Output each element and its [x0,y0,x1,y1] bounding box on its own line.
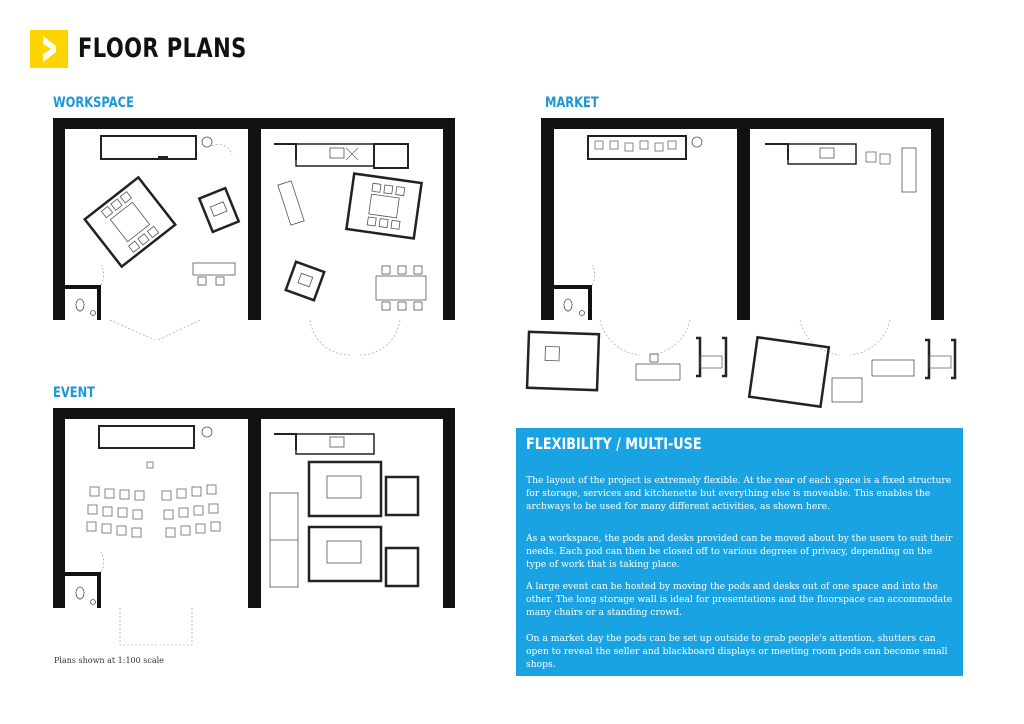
info-paragraph: On a market day the pods can be set up outside to grab people's attention, shutters can open to reveal the seller and blackboard displays or meeting room pods can become small shops. [526,633,948,670]
info-paragraph: The layout of the project is extremely flexible. At the rear of each space is a fixed structure for storage, services and kitchenette but everything else is moveable. This enables the archways to be used for many different activities, as shown here. [526,475,952,512]
event-plan [53,408,455,645]
info-paragraph: A large event can be hosted by moving the pods and desks out of one space and into the other. The long storage wall is ideal for presentations and the floorspace can accommodate many chairs or a standing crowd. [526,581,953,618]
info-paragraph: As a workspace, the pods and desks provided can be moved about by the users to suit their needs. Each pod can then be closed off to various degrees of privacy, depending on the type of work that is taking place. [526,533,953,570]
section-title-market: MARKET [545,95,599,111]
section-title-workspace: WORKSPACE [53,95,134,111]
market-plan [527,118,955,407]
scale-note: Plans shown at 1:100 scale [54,656,164,665]
page-title: FLOOR PLANS [78,33,247,64]
workspace-plan [53,118,455,355]
info-title: FLEXIBILITY / MULTI-USE [526,434,702,453]
section-title-event: EVENT [53,385,96,401]
info-panel [516,428,963,676]
